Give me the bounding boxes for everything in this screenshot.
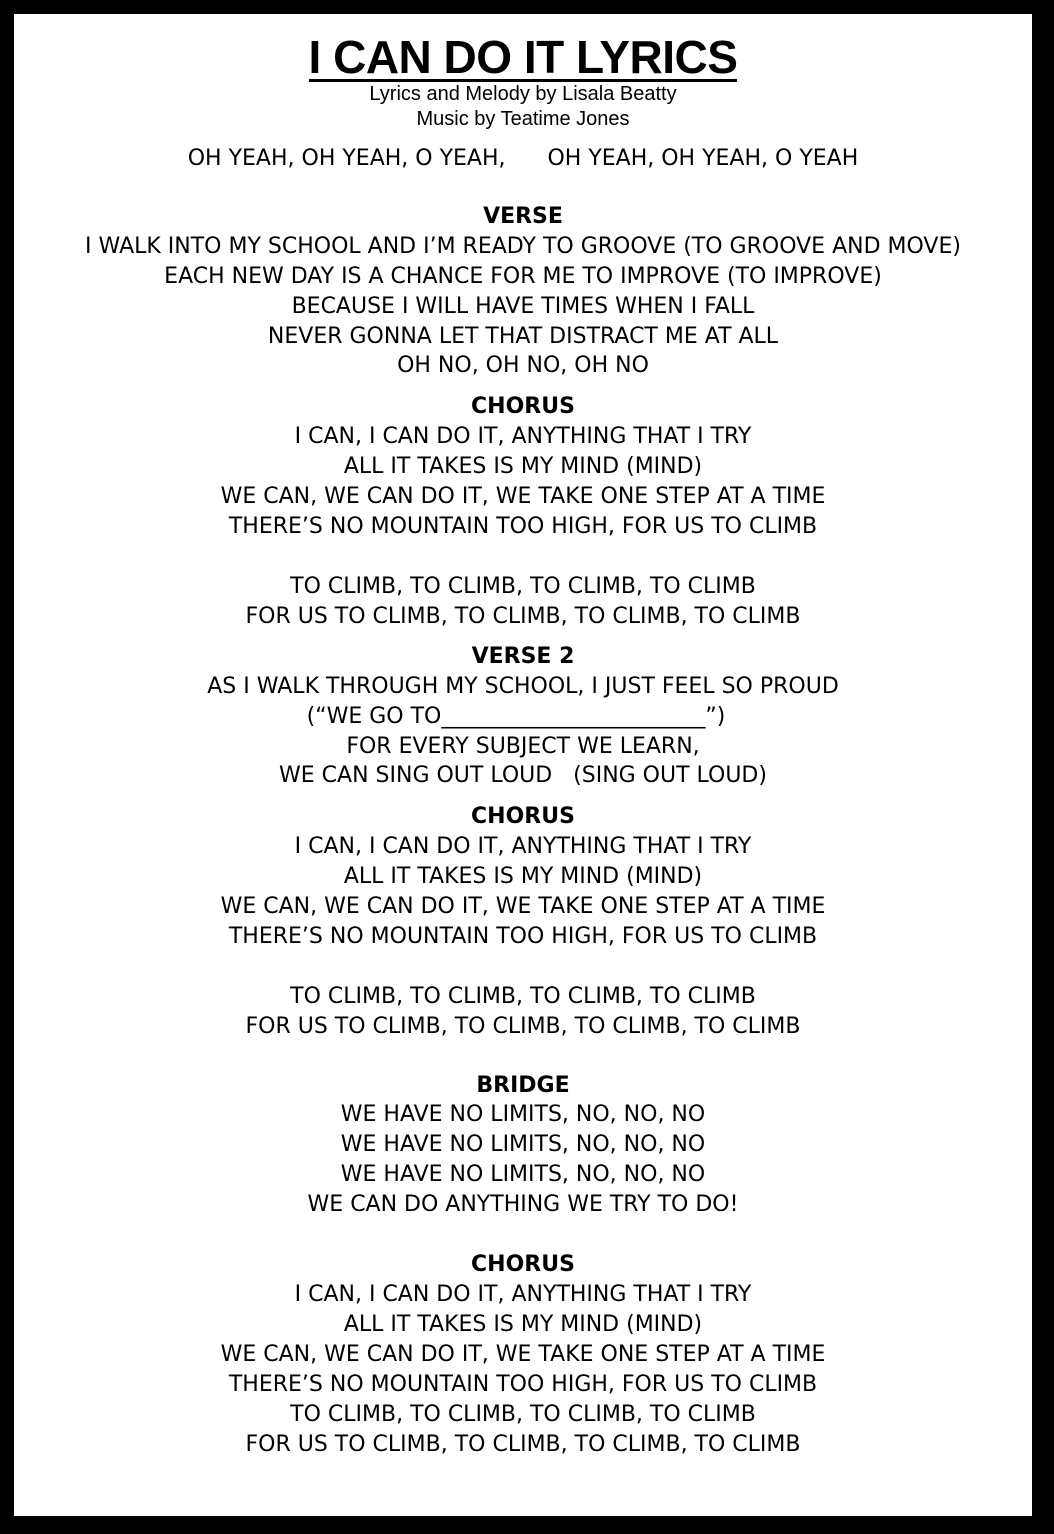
lyric-line: WE CAN DO ANYTHING WE TRY TO DO! [307,1192,739,1217]
lyric-line: (“WE GO TO________________________”) [306,704,726,729]
lyric-line: WE CAN SING OUT LOUD (SING OUT LOUD) [279,763,767,788]
lyric-line: I CAN, I CAN DO IT, ANYTHING THAT I TRY [294,424,752,449]
section-heading-verse: VERSE [483,204,563,229]
section-heading-bridge: BRIDGE [476,1073,570,1098]
credit-music: Music by Teatime Jones [416,108,630,130]
bridge-section [14,1072,1032,1220]
lyric-line: WE HAVE NO LIMITS, NO, NO, NO [340,1162,706,1187]
lyric-line: WE HAVE NO LIMITS, NO, NO, NO [340,1132,706,1157]
intro-line: OH YEAH, OH YEAH, O YEAH, OH YEAH, OH YEAH, O YEAH [187,146,859,171]
lyric-line: OH NO, OH NO, OH NO [397,353,649,378]
section-heading-chorus: CHORUS [471,1252,575,1277]
lyric-line: NEVER GONNA LET THAT DISTRACT ME AT ALL [267,324,779,349]
lyric-line: WE CAN, WE CAN DO IT, WE TAKE ONE STEP AT A TIME [220,894,826,919]
lyric-line: TO CLIMB, TO CLIMB, TO CLIMB, TO CLIMB [290,984,756,1009]
lyric-line: FOR EVERY SUBJECT WE LEARN, [346,734,700,759]
lyric-line: BECAUSE I WILL HAVE TIMES WHEN I FALL [291,294,755,319]
lyric-line: THERE’S NO MOUNTAIN TOO HIGH, FOR US TO CLIMB [228,514,818,539]
page-title [14,32,1032,82]
lyric-line: AS I WALK THROUGH MY SCHOOL, I JUST FEEL SO PROUD [207,674,839,699]
lyric-line: I CAN, I CAN DO IT, ANYTHING THAT I TRY [294,1282,752,1307]
lyric-line: THERE’S NO MOUNTAIN TOO HIGH, FOR US TO CLIMB [228,924,818,949]
section-heading-chorus: CHORUS [471,394,575,419]
chorus-2-section [14,802,1032,1042]
lyric-line: EACH NEW DAY IS A CHANCE FOR ME TO IMPROVE (TO IMPROVE) [164,264,882,289]
section-heading-chorus: CHORUS [471,804,575,829]
lyric-line: FOR US TO CLIMB, TO CLIMB, TO CLIMB, TO CLIMB [245,1432,801,1457]
lyric-line: WE CAN, WE CAN DO IT, WE TAKE ONE STEP AT A TIME [220,484,826,509]
lyric-line: I WALK INTO MY SCHOOL AND I’M READY TO GROOVE (TO GROOVE AND MOVE) [85,234,961,259]
lyric-line: I CAN, I CAN DO IT, ANYTHING THAT I TRY [294,834,752,859]
lyric-line: FOR US TO CLIMB, TO CLIMB, TO CLIMB, TO CLIMB [245,1014,801,1039]
lyric-line: WE HAVE NO LIMITS, NO, NO, NO [340,1102,706,1127]
lyric-line: ALL IT TAKES IS MY MIND (MIND) [343,864,703,889]
lyric-line: TO CLIMB, TO CLIMB, TO CLIMB, TO CLIMB [290,574,756,599]
lyrics-sheet [14,14,1032,1516]
section-heading-verse-2: VERSE 2 [471,644,575,669]
lyric-line: ALL IT TAKES IS MY MIND (MIND) [343,1312,703,1337]
verse-2-section [14,642,1032,790]
lyric-line: TO CLIMB, TO CLIMB, TO CLIMB, TO CLIMB [290,1402,756,1427]
lyric-line: THERE’S NO MOUNTAIN TOO HIGH, FOR US TO CLIMB [228,1372,818,1397]
verse-1-section [14,202,1032,380]
credit-lyrics: Lyrics and Melody by Lisala Beatty [369,83,677,105]
lyric-line: FOR US TO CLIMB, TO CLIMB, TO CLIMB, TO CLIMB [245,604,801,629]
lyric-line: ALL IT TAKES IS MY MIND (MIND) [343,454,703,479]
lyric-line: WE CAN, WE CAN DO IT, WE TAKE ONE STEP AT A TIME [220,1342,826,1367]
page-title-text: I CAN DO IT LYRICS [308,31,738,83]
chorus-3-section [14,1250,1032,1460]
chorus-1-section [14,392,1032,632]
